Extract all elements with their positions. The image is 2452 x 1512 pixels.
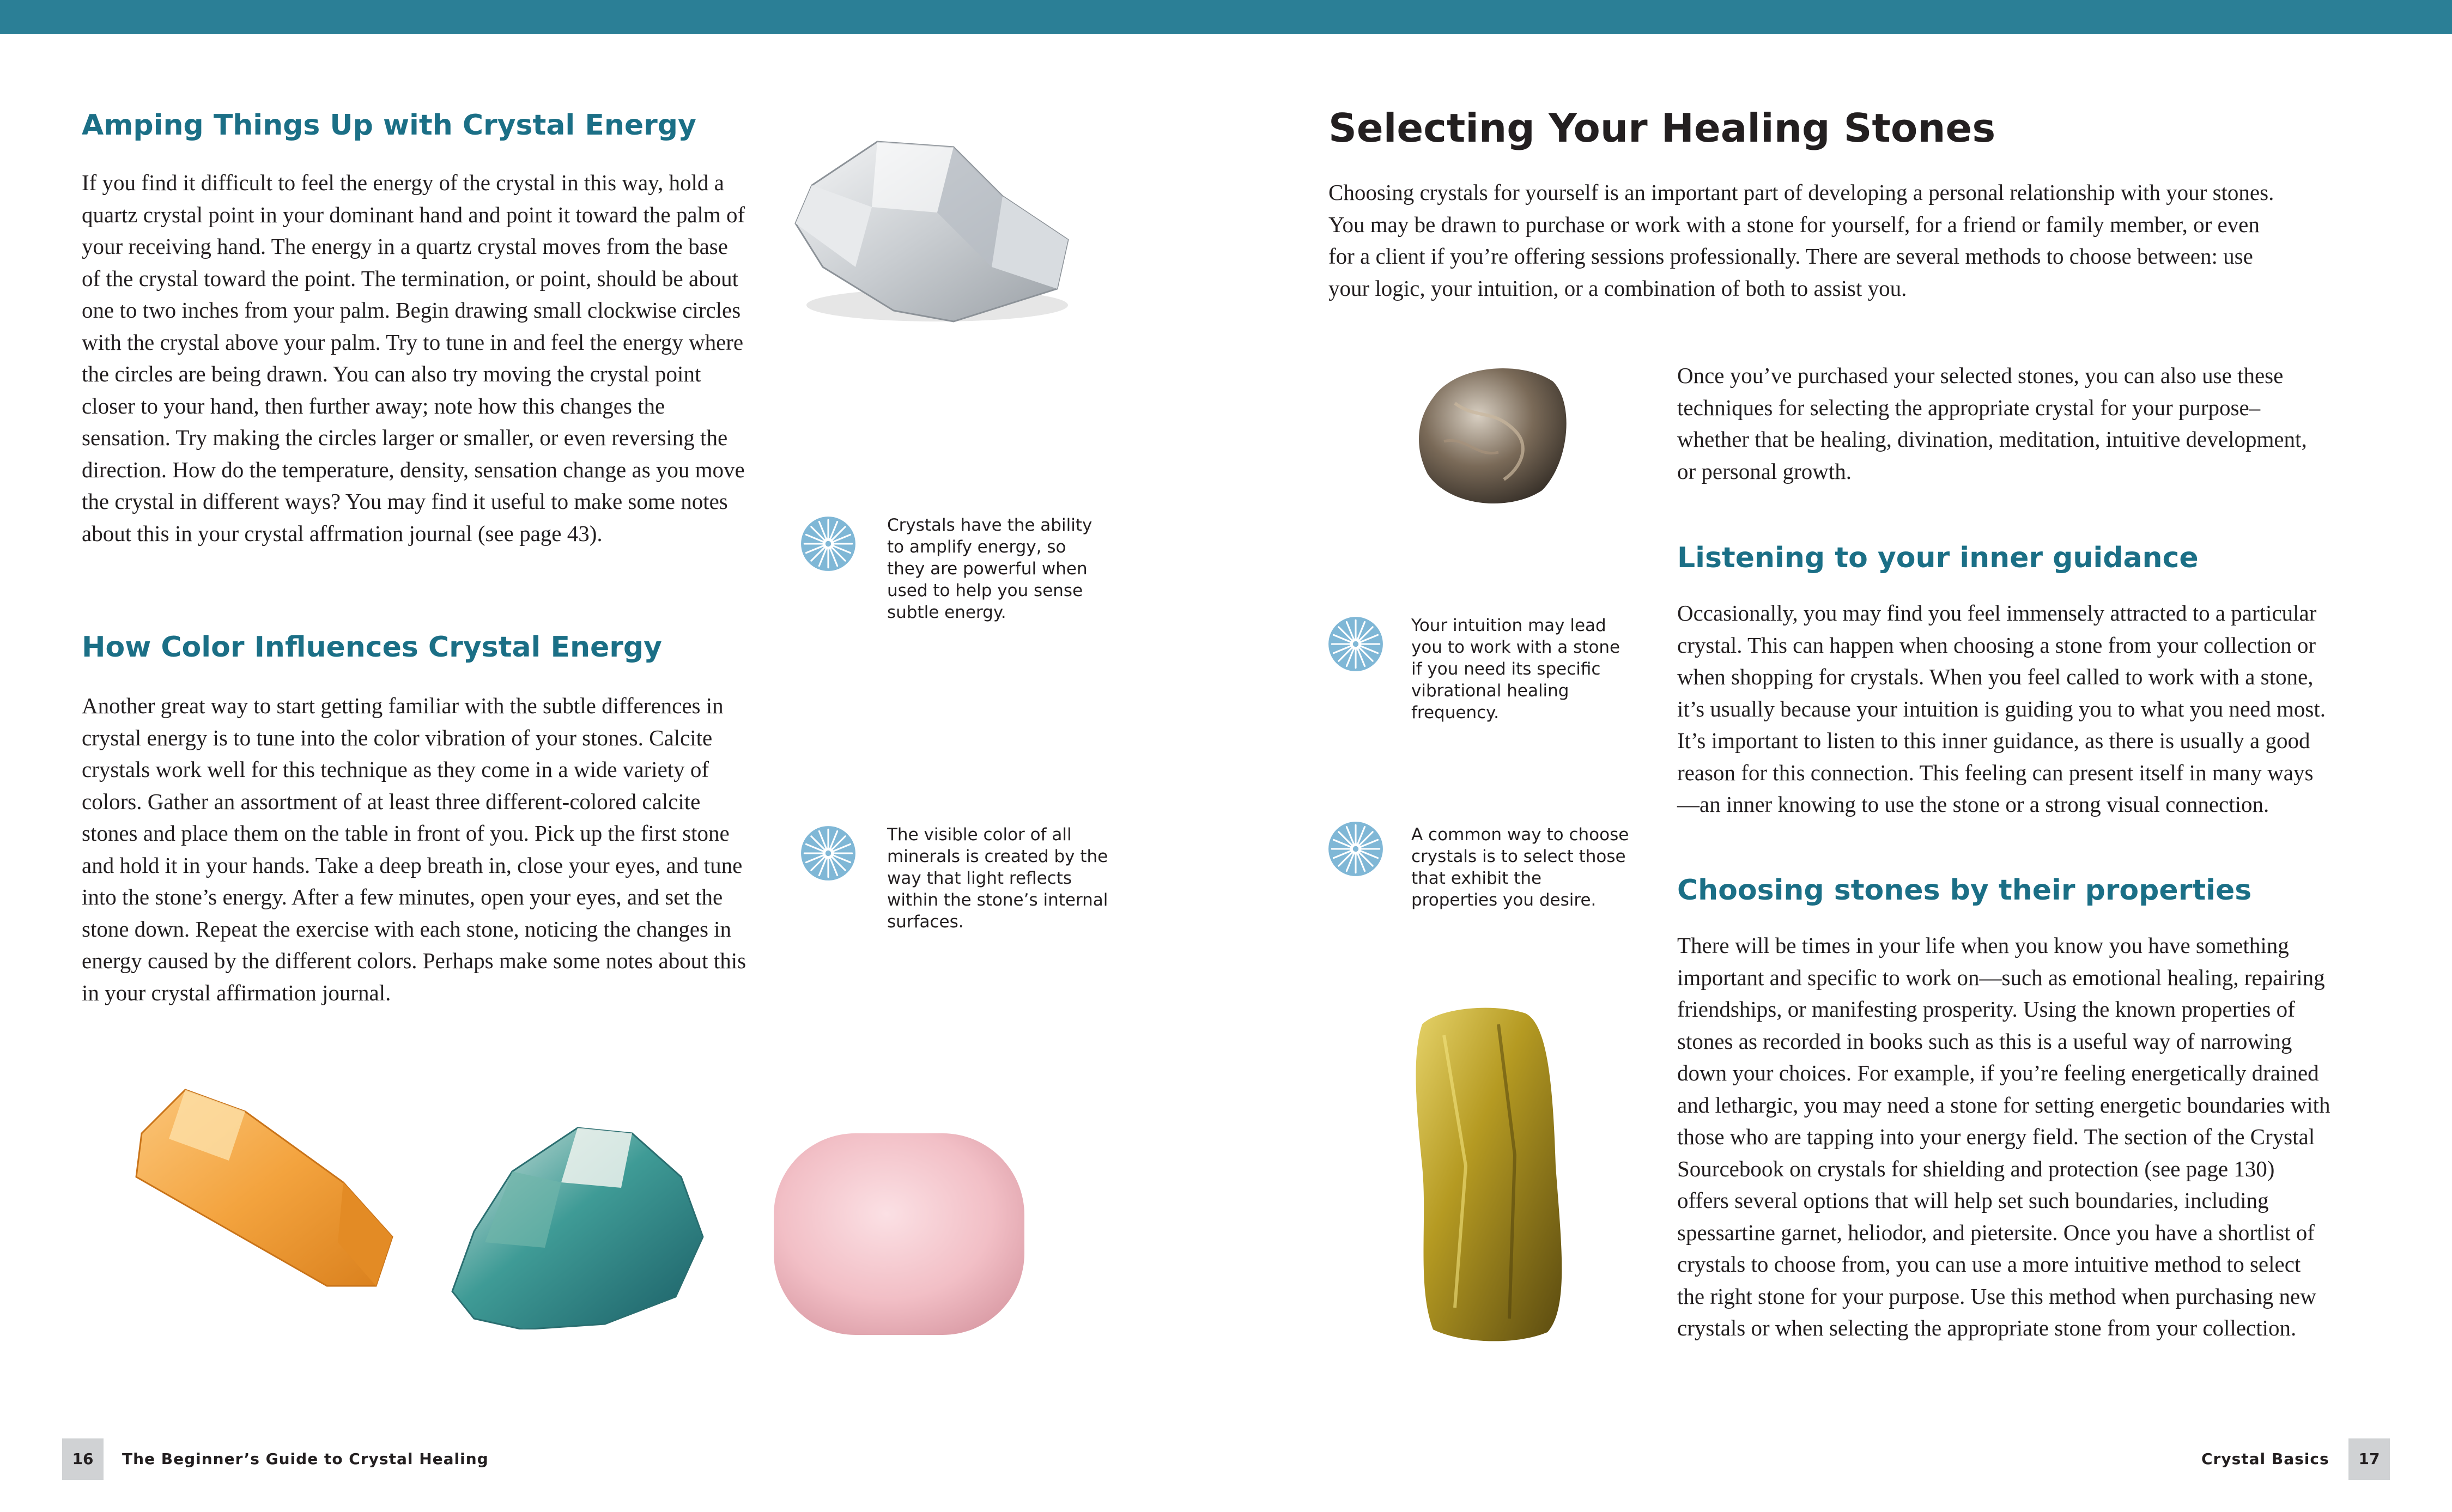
left-page-number: 16	[62, 1438, 104, 1480]
callout-visible-color: The visible color of all minerals is created by the way that light reflects within the stone’s internal surfaces.	[887, 825, 1108, 932]
orange-calcite-point-image	[120, 1079, 414, 1297]
pink-calcite-tumble-image	[768, 1128, 1030, 1346]
pietersite-tumble-image	[1411, 354, 1575, 512]
callout-intuition: Your intuition may lead you to work with a stone if you need its specific vibrational healing frequency.	[1411, 616, 1620, 722]
purchased-paragraph: Once you’ve purchased your selected stones, you can also use these techniques for selecting the appropriate crystal for your purpose– whether that be healing, divination, meditation, intuitive development, or personal growth.	[1677, 363, 2307, 484]
heading-listening: Listening to your inner guidance	[1677, 542, 2199, 574]
left-footer-book-title: The Beginner’s Guide to Crystal Healing	[122, 1450, 489, 1468]
right-page-number: 17	[2348, 1438, 2390, 1480]
properties-paragraph: There will be times in your life when you know you have something important and specific to work on—such as emotional healing, repairing friendships, or manifesting prosperity. Using the known properties of stones as recorded in books such as this is a useful way of narrowing down your choices. For example, if you’re feeling energetically drained and lethargic, you may need a stone for setting energetic boundaries with those who are tapping into your energy field. The section of the Crystal Sourcebook on crystals for shielding and protection (see page 130) offers several options that will help set such boundaries, including spessartine garnet, heliodor, and pietersite. Once you have a shortlist of crystals to choose from, you can use a more intuitive method to select the right stone for your purpose. Use this method when purchasing new crystals or when selecting the appropriate stone from your collection.	[1677, 933, 2330, 1340]
starburst-icon	[800, 825, 857, 882]
clear-quartz-point-image	[774, 125, 1079, 338]
heading-amping: Amping Things Up with Crystal Energy	[82, 109, 696, 142]
intro-paragraph: Choosing crystals for yourself is an important part of developing a personal relationship with your stones. You may be drawn to purchase or work with a stone for yourself, for a friend or family member, or even for a client if you’re offering sessions professionally. There are several methods to choose between: use your logic, your intuition, or a combination of both to assist you.	[1328, 180, 2274, 301]
starburst-icon	[1327, 616, 1384, 672]
color-paragraph: Another great way to start getting familiar with the subtle differences in crystal energy is to tune into the color vibration of your stones. Calcite crystals work well for this technique as they come in a wide variety of colors. Gather an assortment of at least three different-colored calcite stones and place them on the table in front of you. Pick up the first stone and hold it in your hands. Take a deep breath in, close your eyes, and tune into the stone’s energy. After a few minutes, open your eyes, and set the stone down. Repeat the exercise with each stone, noticing the changes in energy caused by the different colors. Perhaps make some notes about this in your crystal affirmation journal.	[82, 693, 746, 1005]
callout-amplify: Crystals have the ability to amplify energy, so they are powerful when used to help you sense subtle energy.	[887, 515, 1093, 622]
heliodor-crystal-image	[1406, 1003, 1575, 1346]
amping-paragraph: If you find it difficult to feel the energy of the crystal in this way, hold a quartz crystal point in your dominant hand and point it toward the palm of your receiving hand. The energy in a quartz crystal moves from the base of the crystal toward the point. The termination, or point, should be about one to two inches from your palm. Begin drawing small clockwise circles with the crystal above your palm. Try to tune in and feel the energy where the circles are being drawn. You can also try moving the crystal point closer to your hand, then further away; note how this changes the sensation. Try making the circles larger or smaller, or even reversing the direction. How do the temperature, density, sensation change as you move the crystal in different ways? You may find it useful to make some notes about this in your crystal affrmation journal (see page 43).	[82, 170, 745, 546]
listening-paragraph: Occasionally, you may find you feel immensely attracted to a particular crystal. This can happen when choosing a stone from your collection or when shopping for crystals. When you feel called to work with a stone, it’s usually because your intuition is guiding you to what you need most. It’s important to listen to this inner guidance, as there is usually a good reason for this connection. This feeling can present itself in many ways—an inner knowing to use the stone or a strong visual connection.	[1677, 600, 2326, 817]
callout-properties: A common way to choose crystals is to select those that exhibit the properties you desire.	[1411, 825, 1629, 910]
top-color-bar	[0, 0, 2452, 34]
heading-properties: Choosing stones by their properties	[1677, 874, 2252, 907]
heading-color: How Color Influences Crystal Energy	[82, 631, 663, 664]
green-fluorite-image	[441, 1112, 714, 1329]
starburst-icon	[800, 515, 857, 572]
starburst-icon	[1327, 821, 1384, 877]
page-title-selecting-healing-stones: Selecting Your Healing Stones	[1328, 105, 1996, 151]
right-footer-section-title: Crystal Basics	[2201, 1450, 2329, 1468]
